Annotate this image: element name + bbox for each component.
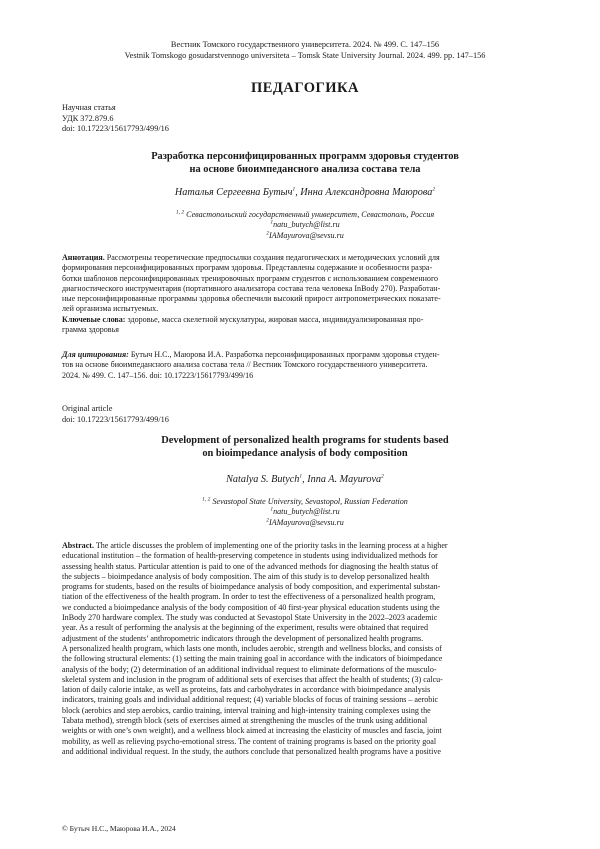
en-abstract-line: year. As a result of performing the analysis at the beginning of the experiment, results were obtained that required — [62, 623, 429, 633]
en-title-line: Development of personalized health programs for students based — [161, 435, 449, 446]
en-abstract-line: weights or with one’s own weight), and a wellness block aimed at increasing the elasticity of muscles and fascia, joint — [62, 726, 442, 736]
en-affiliation: Sevastopol State University, Sevastopol, Russian Federation — [212, 497, 408, 506]
en-title-line: on bioimpedance analysis of body composition — [202, 448, 408, 459]
ru-abstract-line: ные персонифицированные программы здоровья обеспечили высокий прирост антропометрических показате- — [62, 294, 441, 304]
en-email-2-sup: 2 — [266, 517, 269, 524]
en-affiliations — [60, 497, 550, 528]
ru-article-meta — [62, 103, 169, 135]
en-abstract-line: assessing health status. Particular attention is paid to one of the advanced methods for diagnosing the health status of — [62, 561, 439, 571]
ru-citation-line: Бутыч Н.С., Маюрова И.А. Разработка персонифицированных программ здоровья студен- — [128, 350, 440, 359]
en-abstract-line: and additional individual request. In the study, the authors conclude that personalized health programs have a positive — [62, 746, 441, 756]
ru-abstract-label: Аннотация. — [62, 253, 105, 262]
copyright-notice: © Бутыч Н.С., Маюрова И.А., 2024 — [62, 824, 176, 833]
en-article-title — [60, 434, 550, 460]
section-title: ПЕДАГОГИКА — [250, 80, 360, 96]
ru-keywords-line: грамма здоровья — [62, 325, 119, 335]
en-abstract-line: programs for students, based on the results of bioimpedance analysis of body composition, and experimental substan- — [62, 582, 441, 592]
ru-citation-line: тов на основе биоимпедансного анализа состава тела // Вестник Томского государственного университета. — [62, 360, 428, 370]
ru-authors — [60, 187, 550, 198]
ru-email-1-sup: 1 — [270, 219, 274, 226]
ru-author-1-sup: 1 — [292, 186, 296, 193]
en-abstract-line: block (aerobics and step aerobics, cardio training, interval training and high-intensity training complexes using the — [62, 705, 431, 715]
en-author-2: Inna A. Mayurova — [307, 474, 382, 485]
ru-doi[interactable]: doi: 10.17223/15617793/499/16 — [62, 124, 169, 134]
en-authors — [60, 474, 550, 485]
en-email-1[interactable]: natu_butych@list.ru — [273, 507, 340, 517]
ru-affiliation: Севастопольский государственный университет, Севастополь, Россия — [186, 210, 435, 219]
ru-abstract-line: лей организма испытуемых. — [62, 304, 159, 314]
ru-citation — [62, 350, 552, 381]
ru-email-1[interactable]: natu_butych@list.ru — [273, 220, 340, 230]
ru-email-2[interactable]: IAMayurova@sevsu.ru — [268, 230, 344, 240]
ru-abstract-line: диагностического инструментария (портативного анализатора состава тела человека InBody 270). Разработан- — [62, 283, 441, 293]
ru-citation-label: Для цитирования: — [62, 350, 129, 359]
en-abstract-line: educational institution – the formation of health-preserving competence in students using individualized methods for — [62, 551, 438, 561]
en-email-2[interactable]: IAMayurova@sevsu.ru — [268, 517, 344, 527]
en-author-separator: , — [302, 474, 308, 485]
en-abstract-line: adjustment of the students’ anthropometric indicators through the development of personalized health programs. — [62, 633, 424, 643]
journal-header-en: Vestnik Tomskogo gosudarstvennogo universiteta – Tomsk State University Journal. 2024. 499. pp. 147–156 — [124, 51, 486, 60]
en-abstract-line: the subjects – bioimpedance analysis of body composition. The aim of this study is to develop personalized health — [62, 571, 430, 581]
ru-keywords-label: Ключевые слова: — [62, 314, 126, 324]
ru-abstract — [62, 253, 552, 335]
en-abstract-line: InBody 270 hardware complex. The study was conducted at Sevastopol State University in the 2022–2023 academic — [62, 613, 438, 623]
en-abstract-label: Abstract. — [62, 541, 94, 550]
en-doi[interactable]: doi: 10.17223/15617793/499/16 — [62, 414, 169, 424]
ru-author-2: Инна Александровна Маюрова — [300, 187, 433, 198]
journal-header-ru: Вестник Томского государственного университета. 2024. № 499. С. 147–156 — [170, 40, 440, 49]
ru-email-2-sup: 2 — [266, 230, 269, 237]
ru-keywords-line: здоровье, масса скелетной мускулатуры, жировая масса, индивидуализированная про- — [125, 314, 424, 324]
en-affil-sup: 1, 2 — [202, 496, 211, 503]
ru-title-line: на основе биоимпедансного анализа состава тела — [189, 164, 421, 175]
en-author-2-sup: 2 — [381, 473, 384, 480]
ru-article-type: Научная статья — [62, 103, 116, 112]
ru-article-title — [60, 150, 550, 176]
ru-affil-sup: 1, 2 — [175, 209, 185, 216]
ru-abstract-line: Рассмотрены теоретические предпосылки создания педагогических и методических условий для — [104, 253, 440, 262]
ru-author-1: Наталья Сергеевна Бутыч — [174, 187, 293, 198]
en-abstract-line: lation of daily calorie intake, as well as proteins, fats and carbohydrates in accordance with bioimpedance analysis — [62, 685, 431, 695]
en-abstract-line: The article discusses the problem of implementing one of the priority tasks in the learning process at a higher — [93, 541, 448, 550]
en-author-1: Natalya S. Butych — [226, 474, 300, 485]
en-abstract — [62, 541, 552, 757]
ru-title-line: Разработка персонифицированных программ здоровья студентов — [151, 151, 459, 162]
en-abstract-line: skeletal system and inclusion in the program of additional sets of exercises that affect the health of students; (3) calcu- — [62, 674, 443, 684]
en-abstract-line: mobility, as well as relieving psycho-emotional stress. The content of training programs is based on the priority goal — [62, 736, 437, 746]
ru-abstract-line: формирования персонифицированных программ здоровья. Представлены содержание и особенности разра- — [62, 263, 433, 273]
en-abstract-line: Tabata method), strength block (sets of exercises aimed at strengthening the muscles of the trunk using additional — [62, 716, 428, 726]
en-abstract-line: the following structural elements: (1) setting the main training goal in accordance with the indicators of bioimpedance — [62, 654, 443, 664]
en-abstract-line: analysis of the body; (2) determination of an additional individual request to eliminate deformations of the musculo- — [62, 664, 437, 674]
en-article-meta — [62, 404, 169, 425]
en-article-type: Original article — [62, 404, 113, 413]
ru-citation-line: 2024. № 499. С. 147–156. doi: 10.17223/15617793/499/16 — [62, 370, 254, 380]
en-author-1-sup: 1 — [299, 473, 303, 480]
en-abstract-line: we conducted a bioimpedance analysis of the body composition of 40 first-year physical education students using the — [62, 602, 440, 612]
ru-abstract-line: ботки шаблонов персонифицированных тренировочных программ студентов с использованием современного — [62, 273, 439, 283]
ru-affiliations — [60, 210, 550, 241]
ru-udc: УДК 372.879.6 — [62, 113, 114, 123]
en-abstract-line: A personalized health program, which lasts one month, includes aerobic, strength and wellness blocks, and consists of — [62, 643, 442, 653]
ru-author-2-sup: 2 — [432, 186, 436, 193]
ru-author-separator: , — [295, 187, 301, 198]
journal-header — [60, 39, 550, 61]
en-abstract-line: indicators, training goals and individual additional request; (4) variable blocks of focus of training sessions – aerobic — [62, 695, 439, 705]
en-abstract-line: tiation of the effectiveness of the health program. In order to test the effectiveness of a personalized health program, — [62, 592, 436, 602]
en-email-1-sup: 1 — [270, 506, 274, 513]
